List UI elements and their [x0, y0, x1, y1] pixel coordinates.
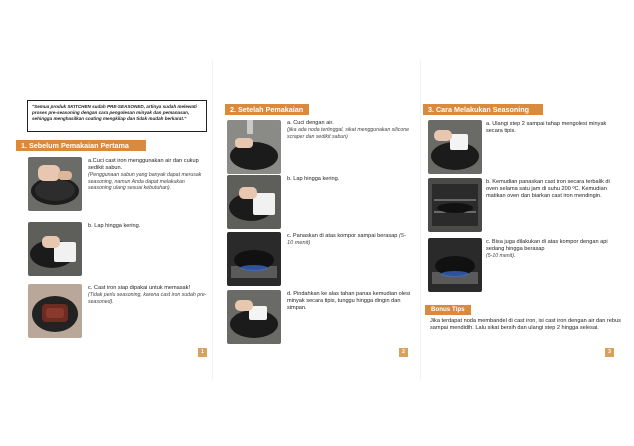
step-label: b.: [287, 176, 292, 182]
step-note: (jika ada noda tertinggal, sikat menggunakan silicone scraper dan sedikit sabun): [287, 127, 409, 140]
oiling-pan-photo-2: [428, 120, 482, 174]
section-title-2: 2. Setelah Pemakaian: [225, 104, 309, 115]
stove-heating-photo-2: [428, 238, 482, 292]
step-2d: [287, 291, 413, 312]
step-text: Bisa juga dilakukan di atas kompor dengan api sedang hingga berasap: [486, 239, 608, 252]
step-1c: [88, 285, 208, 305]
steak-in-pan-photo: [28, 284, 82, 338]
step-label: a.: [287, 120, 292, 126]
step-label: b.: [486, 179, 491, 185]
towel-drying-photo: [28, 222, 82, 276]
page-1: [0, 0, 212, 446]
oven-photo: [428, 178, 482, 232]
oiling-pan-photo: [227, 290, 281, 344]
step-text: Lap hingga kering.: [293, 176, 340, 182]
step-label: c.: [486, 239, 491, 245]
step-note: (Penggunaan sabun yang banyak dapat merusak seasoning, namun Anda dapat melakukan seasoning ulang sesuai kebutuhan).: [88, 172, 202, 191]
step-2a: [287, 120, 409, 140]
step-label: b.: [88, 223, 93, 229]
intro-bold: PRE-SEASONED: [106, 104, 144, 109]
step-2c: [287, 233, 411, 247]
step-label: a.: [486, 121, 491, 127]
towel-drying-photo-2: [227, 175, 281, 229]
step-text: Ulangi step 2 sampai tahap mengolesi minyak secara tipis.: [486, 121, 607, 134]
intro-note-box: [27, 100, 207, 132]
step-label: c.: [88, 285, 93, 291]
step-3b: [486, 179, 620, 200]
step-2b: [287, 176, 409, 183]
step-label: a.: [88, 158, 93, 164]
step-3a: [486, 121, 618, 135]
step-label: c.: [287, 233, 292, 239]
step-note: (5-10 menit).: [486, 253, 516, 259]
intro-text-2: , artinya sudah melewati proses pre-seasoning dengan cara pengolesan minyak dan pemanasan, sehingga menghasilkan coating mengkilap dan tidak mudah berkarat.": [32, 104, 197, 121]
step-text: Cuci cast iron menggunakan air dan cukup sedikit sabun.: [88, 158, 199, 171]
stove-heating-photo: [227, 232, 281, 286]
step-note: (Tidak perlu seasoning, karena cast iron sudah pre-seasoned).: [88, 292, 207, 305]
intro-text-1: "Semua produk SKITCHEN sudah: [32, 104, 107, 109]
bonus-tips-title: Bonus Tips: [425, 305, 471, 315]
section-title-1: 1. Sebelum Pemakaian Pertama: [16, 140, 146, 151]
step-note: (5-10 menit): [287, 233, 406, 246]
step-3c: [486, 239, 620, 260]
step-text: Panaskan di atas kompor sampai berasap: [292, 233, 398, 239]
faucet-rinse-photo: [227, 120, 281, 174]
step-text: Pindahkan ke alas tahan panas kemudian olesi minyak secara tipis, tunggu hingga dingin dan simpan.: [287, 291, 411, 311]
step-1b: [88, 223, 206, 230]
step-1a: [88, 158, 206, 192]
step-text: Cuci dengan air.: [293, 120, 334, 126]
page-number: 1: [198, 348, 207, 357]
step-text: Lap hingga kering.: [94, 223, 141, 229]
page-3: [420, 0, 634, 446]
bonus-tips-text: Jika terdapat noda membandel di cast iron, isi cast iron dengan air dan rebus sampai mendidih. Lalu sikat bersih dan ulangi step 2 hingga selesai.: [430, 318, 621, 332]
washing-skillet-photo: [28, 157, 82, 211]
section-title-3: 3. Cara Melakukan Seasoning: [423, 104, 543, 115]
step-text: Kemudian panaskan cast iron secara terbalik di oven selama satu jam di suhu 200 ºC. Kemudian matikan oven dan biarkan cast iron mendingin.: [486, 179, 610, 199]
page-2: [212, 0, 420, 446]
step-label: d.: [287, 291, 292, 297]
step-text: Cast iron siap dipakai untuk memasak!: [93, 285, 190, 291]
page-number: 3: [605, 348, 614, 357]
page-number: 2: [399, 348, 408, 357]
